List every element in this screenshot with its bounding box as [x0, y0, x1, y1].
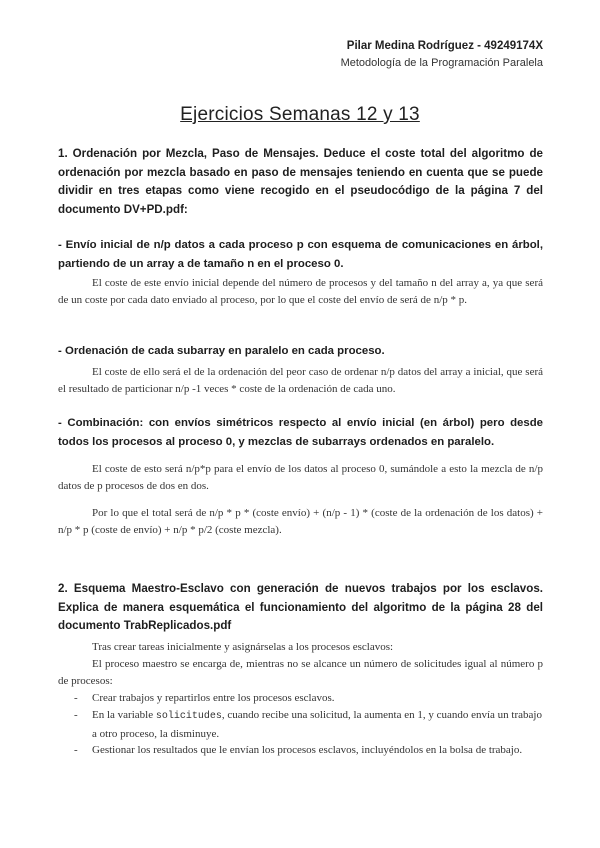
- q1-stage3-heading: - Combinación: con envíos simétricos respecto al envío inicial (en árbol) pero desde todos los procesos al proceso 0, y mezclas de subarrays ordenados en paralelo.: [58, 417, 543, 448]
- question-2: 2. Esquema Maestro-Esclavo con generación de nuevos trabajos por los esclavos. Explica de manera esquemática el funcionamiento del algoritmo de la página 28 del documento TrabReplicados.pdf: [58, 582, 543, 632]
- dash-bullet: -: [74, 692, 78, 704]
- header-course: Metodología de la Programación Paralela: [340, 57, 543, 69]
- list-item-text-post: , cuando recibe una solicitud, la aumenta en 1, y cuando envía un trabajo a otro proceso, la disminuye.: [92, 708, 542, 740]
- question-1: 1. Ordenación por Mezcla, Paso de Mensajes. Deduce el coste total del algoritmo de ordenación por mezcla basado en paso de mensajes teniendo en cuenta que se puede dividir en tres etapas como viene recogido en el pseudocódigo de la página 7 del documento DV+PD.pdf:: [58, 147, 543, 216]
- header-author: Pilar Medina Rodríguez - 49249174X: [346, 40, 543, 52]
- q2-intro: Tras crear tareas inicialmente y asignárselas a los procesos esclavos:: [92, 641, 394, 653]
- list-item: [58, 707, 543, 743]
- q1-stage2-text: El coste de ello será el de la ordenación del peor caso de ordenar n/p datos del array a inicial, que será el resultado de particionar n/p -1 veces * coste de la ordenación de cada uno.: [58, 366, 543, 395]
- document-title: Ejercicios Semanas 12 y 13: [180, 104, 420, 125]
- q1-stage3-text: El coste de esto será n/p*p para el envío de los datos al proceso 0, sumándole a esto la mezcla de n/p datos de p procesos de dos en dos.: [58, 463, 543, 492]
- q1-stage2-heading: - Ordenación de cada subarray en paralelo en cada proceso.: [58, 345, 385, 357]
- list-item-text: Crear trabajos y repartirlos entre los procesos esclavos.: [92, 692, 335, 704]
- dash-bullet: -: [74, 708, 78, 721]
- list-item: [58, 742, 543, 759]
- list-item: [58, 690, 543, 707]
- dash-bullet: -: [74, 744, 78, 757]
- q1-stage1-text: El coste de este envío inicial depende del número de procesos y del tamaño n del array a, ya que será de un coste por cada dato enviado al proceso, por lo que el coste del envío de será de n/p * p.: [58, 277, 543, 306]
- q2-master-text: El proceso maestro se encarga de, mientras no se alcance un número de solicitudes igual al número p de procesos:: [58, 658, 543, 687]
- q1-total-text: Por lo que el total será de n/p * p * (coste envío) + (n/p - 1) * (coste de la ordenación de los datos) + n/p * p (coste de envío) + n/p * p/2 (coste mezcla).: [58, 507, 543, 536]
- list-item-text-pre: En la variable: [92, 708, 156, 721]
- q2-bullet-list: [58, 690, 543, 759]
- list-item-text: Gestionar los resultados que le envían los procesos esclavos, incluyéndolos en la bolsa de trabajo.: [92, 744, 523, 757]
- q1-stage1-heading: - Envío inicial de n/p datos a cada proceso p con esquema de comunicaciones en árbol, partiendo de un array a de tamaño n en el proceso 0.: [58, 239, 543, 270]
- variable-name-code: solicitudes: [155, 710, 222, 722]
